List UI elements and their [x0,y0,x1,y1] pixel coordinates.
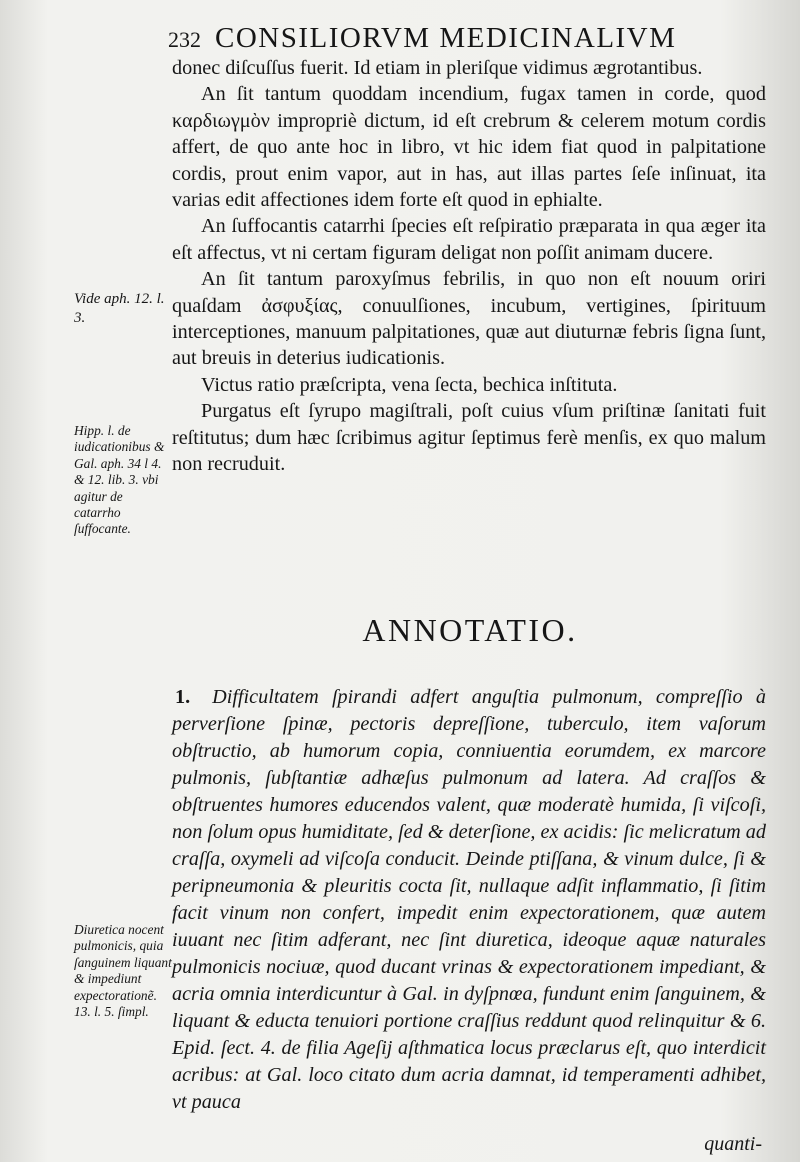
catchword: quanti- [704,1133,762,1155]
annotation-body: Difficultatem ſpirandi adfert anguſtia pulmonum, compreſſio à perverſione ſpinæ, pectoris depreſſione, tuberculo, item vaſorum obſtructio, ab humorum copia, conniuentia eorumdem, ex marcore pulmonis, ſubſtantiæ adhæſus pulmonum ad latera. Ad craſſos & obſtruentes humores educendos valent, quæ moderatè humida, ſi viſcoſi, non ſolum opus humiditate, ſed & deterſione, ex acidis: ſic melicratum ad craſſa, oxymeli ad viſcoſa conducit. Deinde ptiſſana, & vinum dulce, ſi & peripneumonia & pleuritis cocta ſit, nullaque adſit inflammatio, ſi ſitim facit vinum non confert, impedit enim expectorationem, quæ autem iuuant nec ſitim adferant, nec ſint diuretica, ideoque aquæ naturales pulmonicis nociuæ, quod ducant vrinas & expectorationem impediant, & acria omnia interdicuntur à Gal. in dyſpnœa, fundunt enim ſanguinem, & liquant & educta tenuiori portione craſſius reddunt quod relinquitur & 6. Epid. ſect. 4. de filia Ageſij aſthmatica locus præclarus eſt, quo interdicit acribus: at Gal. loco citato dum acria damnat, id temperamenti adhibet, vt pauca [172,686,766,1113]
page-number: 232 [168,27,201,52]
page-header [168,22,768,58]
running-title: CONSILIORVM MEDICINALIVM [215,22,677,54]
paragraph: Purgatus eſt ſyrupo magiſtrali, poſt cuius vſum priſtinæ ſanitati fuit reſtitutus; dum hæc ſcribimus agitur ſeptimus ferè menſis, ex quo malum non recruduit. [172,400,766,476]
paragraph: Victus ratio præſcripta, vena ſecta, bechica inſtituta. [201,373,618,396]
annotation-paragraph [172,684,766,1116]
paragraph: An ſuffocantis catarrhi ſpecies eſt reſpiratio præparata in qua æger ita eſt affectus, vt ni certam figuram deligat non poſſit animam ducere. [172,215,766,264]
paragraph: donec diſcuſſus fuerit. Id etiam in pleriſque vidimus ægrotantibus. [172,57,703,79]
margin-note-hippocrates: Hipp. l. de iudicationibus & Gal. aph. 34 l 4. & 12. lib. 3. vbi agitur de catarrho ſuffocante. [74,423,165,537]
consilium-text [172,55,766,478]
margin-note-vide: Vide aph. 12. l. 3. [74,291,165,326]
annotation-text [172,684,766,1116]
paragraph: An ſit tantum quoddam incendium, fugax tamen in corde, quod καρδιωγμὸν impropriè dictum, id eſt crebrum & celerem motum cordis affert, de quo ante hoc in libro, vt hic idem fiat quod in palpitatione cordis, prout enim vapor, aut in has, aut illas partes ſeſe inſinuat, ita varias edit affectiones idem forte eſt quod in ephialte. [172,83,766,212]
annotatio-heading: ANNOTATIO. [362,612,578,648]
paragraph: An ſit tantum paroxyſmus febrilis, in quo non eſt nouum oriri quaſdam ἀσφυξίας, conuulſiones, incubum, vertigines, ſpirituum interceptiones, manuum palpitationes, quæ aut diuturnæ febris ſigna ſunt, aut breuis in deterius iudicationis. [172,268,766,370]
margin-note-diuretica: Diuretica nocent pulmonicis, quia ſanguinem liquant & impediunt expectorationẽ. 13. l. 5. ſimpl. [74,922,172,1020]
annotation-number: 1. [175,686,191,708]
